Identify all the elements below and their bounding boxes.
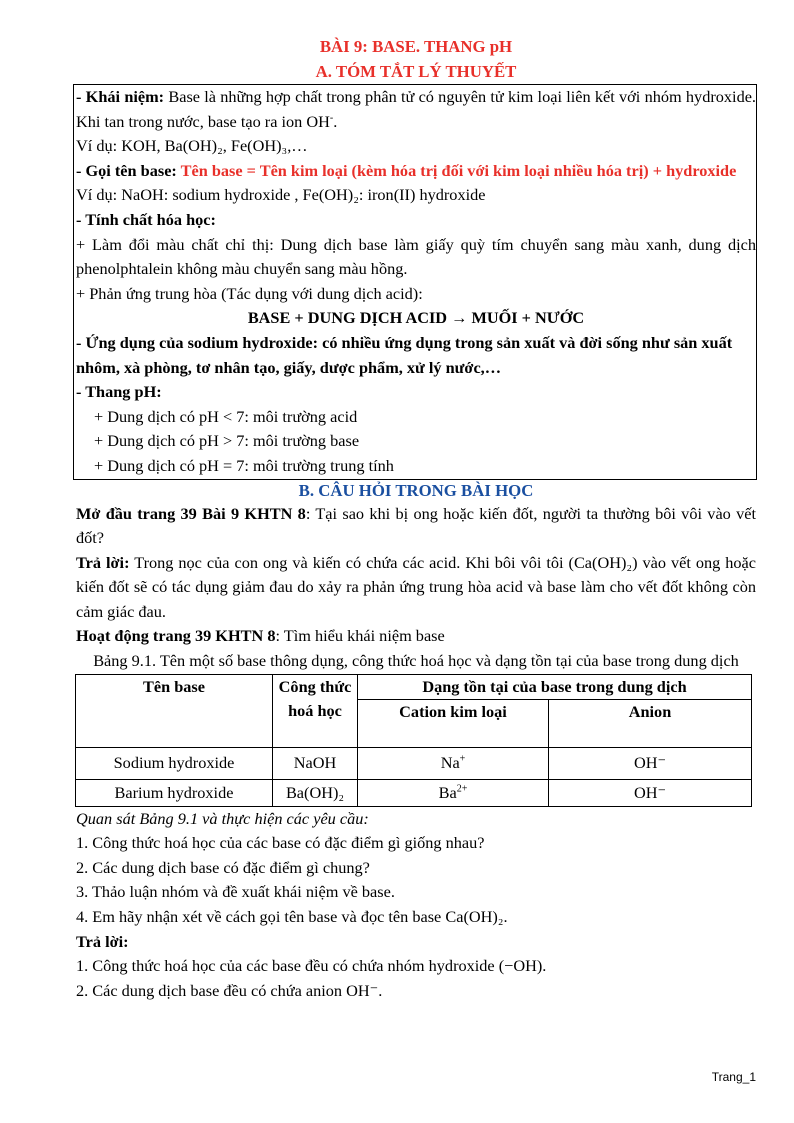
table-cell-anion: OH⁻ (549, 747, 752, 779)
application-paragraph: - Ứng dụng của sodium hydroxide: có nhiều ứng dụng trong sản xuất và đời sống như sản xuất nhôm, xà phòng, tơ nhân tạo, giấy, dược phẩm, xử lý nước,… (76, 332, 733, 377)
table-cell-cation (358, 747, 549, 779)
activity-answer-label: Trả lời: (76, 931, 129, 951)
cation-charge: + (459, 753, 466, 765)
ph-item: + Dung dịch có pH = 7: môi trường trung tính (94, 455, 394, 475)
naming-label: - Gọi tên base: (76, 160, 181, 180)
activity-question: 4. Em hãy nhận xét về cách gọi tên base và đọc tên base Ca(OH)₂. (76, 907, 508, 927)
section-b-heading: B. CÂU HỎI TRONG BÀI HỌC (298, 480, 534, 500)
activity-question: 1. Công thức hoá học của các base có đặc điểm gì giống nhau? (76, 833, 485, 853)
table-header-name: Tên base (76, 674, 273, 747)
table-cell-formula: NaOH (273, 747, 358, 779)
concept-end: . (333, 111, 338, 131)
table-header-anion: Anion (549, 699, 752, 747)
q1-answer (76, 551, 756, 625)
q1-answer-text: Trong nọc của con ong và kiến có chứa các acid. Khi bôi vôi tôi (Ca(OH)₂) vào vết ong hoặc kiến đốt sẽ có tác dụng giảm đau do xảy ra phản ứng trung hòa acid và base làm cho vết đốt không còn cảm giác đau. (76, 552, 756, 621)
table-cell-cation (358, 779, 549, 806)
chem-properties-label: - Tính chất hóa học: (76, 209, 216, 229)
ph-item: + Dung dịch có pH > 7: môi trường base (94, 431, 360, 451)
example-1: Ví dụ: KOH, Ba(OH)₂, Fe(OH)₃,… (76, 136, 308, 156)
table-caption: Bảng 9.1. Tên một số base thông dụng, công thức hoá học và dạng tồn tại của base trong dung dịch (93, 651, 739, 671)
example-2: Ví dụ: NaOH: sodium hydroxide , Fe(OH)₂: iron(II) hydroxide (76, 185, 486, 205)
q1-answer-label: Trả lời: (76, 552, 130, 572)
concept-text: Base là những hợp chất trong phân tử có nguyên tử kim loại liên kết với nhóm hydroxide. Khi tan trong nước, base tạo ra ion OH (76, 87, 756, 131)
ph-item: + Dung dịch có pH < 7: môi trường acid (94, 406, 358, 426)
cation-charge: 2+ (456, 783, 468, 795)
table-cell-name: Sodium hydroxide (76, 747, 273, 779)
theory-summary-box (73, 84, 757, 480)
page-number: Trang_1 (711, 1070, 756, 1084)
observe-instruction: Quan sát Bảng 9.1 và thực hiện các yêu cầu: (76, 808, 369, 828)
table-header-formula: Công thức hoá học (273, 674, 358, 747)
concept-label: - Khái niệm: (76, 87, 165, 106)
lesson-questions (76, 502, 756, 1004)
activity-question: 3. Thảo luận nhóm và đề xuất khái niệm về base. (76, 882, 395, 902)
section-a-heading: A. TÓM TẮT LÝ THUYẾT (315, 62, 517, 81)
table-cell-formula: Ba(OH)₂ (273, 779, 358, 806)
table-header-cation: Cation kim loại (358, 699, 549, 747)
cation-symbol: Na (440, 753, 460, 773)
activity-answer: 1. Công thức hoá học của các base đều có chứa nhóm hydroxide (−OH). (76, 956, 547, 976)
lesson-title: BÀI 9: BASE. THANG pH (319, 37, 513, 56)
ph-scale-label: - Thang pH: (76, 382, 162, 402)
activity-answer: 2. Các dung dịch base đều có chứa anion OH⁻. (76, 980, 383, 1000)
q1-paragraph (76, 502, 756, 551)
table-cell-anion: OH⁻ (549, 779, 752, 806)
table-header-form: Dạng tồn tại của base trong dung dịch (358, 674, 752, 699)
q1-text: : Tại sao khi bị ong hoặc kiến đốt, người ta thường bôi vôi vào vết đốt? (76, 503, 757, 548)
chem-property-1: + Làm đổi màu chất chỉ thị: Dung dịch base làm giấy quỳ tím chuyển sang màu xanh, dung dịch phenolphtalein không màu chuyển sang màu hồng. (76, 234, 756, 279)
q1-label: Mở đầu trang 39 Bài 9 KHTN 8 (76, 503, 306, 523)
concept-sup: - (329, 112, 334, 124)
activity-label: Hoạt động trang 39 KHTN 8 (76, 626, 276, 646)
document-page (76, 34, 756, 1003)
activity-paragraph (76, 624, 756, 649)
activity-text: : Tìm hiểu khái niệm base (275, 626, 445, 646)
table-row (76, 779, 752, 806)
activity-question: 2. Các dung dịch base có đặc điểm gì chung? (76, 857, 370, 877)
naming-rule: Tên base = Tên kim loại (kèm hóa trị đối với kim loại nhiều hóa trị) + hydroxide (180, 160, 737, 180)
concept-paragraph (76, 85, 756, 134)
base-table (75, 674, 752, 807)
chem-property-2: + Phản ứng trung hòa (Tác dụng với dung dịch acid): (76, 283, 423, 303)
table-cell-name: Barium hydroxide (76, 779, 273, 806)
neutralization-equation: BASE + DUNG DỊCH ACID → MUỐI + NƯỚC (247, 308, 585, 328)
naming-paragraph (76, 159, 756, 184)
cation-symbol: Ba (438, 782, 457, 802)
table-row (76, 747, 752, 779)
